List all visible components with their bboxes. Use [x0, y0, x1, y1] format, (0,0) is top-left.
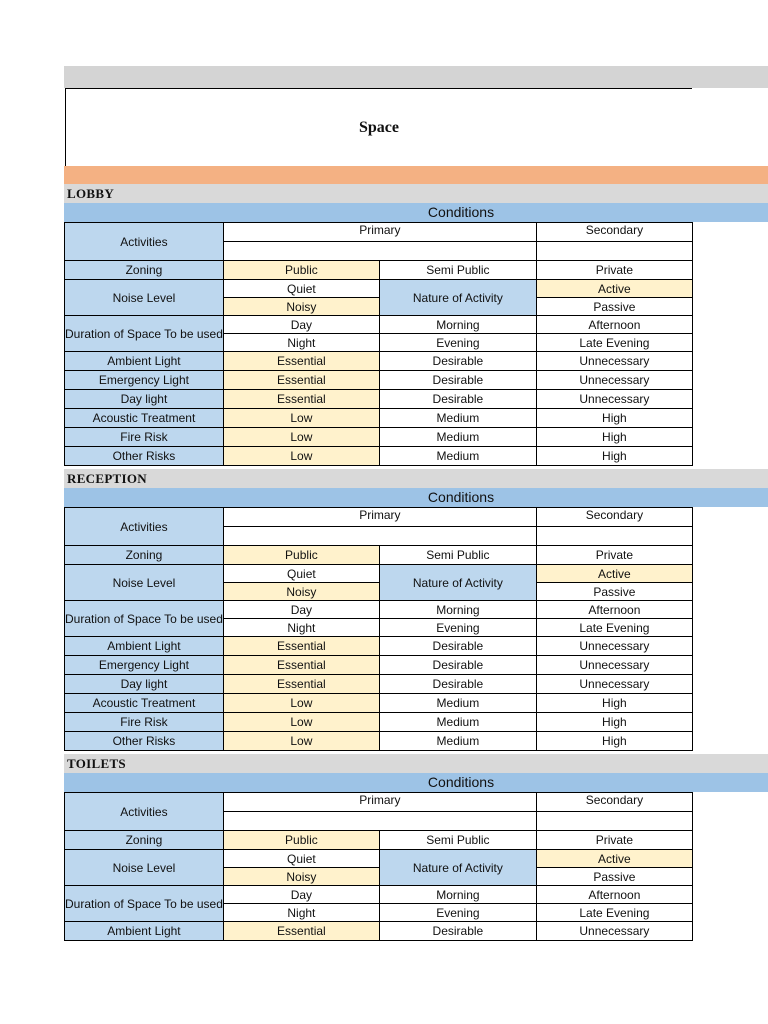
- table-cell: Morning: [379, 601, 536, 619]
- reception-table: [64, 507, 693, 751]
- conditions-bar: Conditions: [64, 488, 768, 507]
- activities-primary-cell: [223, 242, 536, 261]
- table-cell: Morning: [379, 316, 536, 334]
- row-label-duration: Duration of Space To be used: [65, 601, 224, 637]
- table-cell: Desirable: [379, 371, 536, 390]
- table-cell: Afternoon: [536, 316, 692, 334]
- top-gray-bar: [64, 66, 768, 88]
- row-label-day-light: Day light: [65, 390, 224, 409]
- row-label-activities: Activities: [65, 793, 224, 831]
- page-title: Space: [359, 119, 399, 136]
- table-cell: Essential: [223, 352, 379, 371]
- table-cell: Medium: [379, 428, 536, 447]
- table-cell: Public: [223, 546, 379, 565]
- table-cell: Medium: [379, 713, 536, 732]
- table-cell: Essential: [223, 371, 379, 390]
- row-label-ambient-light: Ambient Light: [65, 637, 224, 656]
- table-cell: Late Evening: [536, 334, 692, 352]
- table-cell: Passive: [536, 583, 692, 601]
- table-cell: Quiet: [223, 850, 379, 868]
- conditions-bar: Conditions: [64, 773, 768, 792]
- table-cell: Late Evening: [536, 619, 692, 637]
- row-label-acoustic-treatment: Acoustic Treatment: [65, 409, 224, 428]
- table-cell: High: [536, 732, 692, 751]
- nature-of-activity-label: Nature of Activity: [379, 565, 536, 601]
- primary-header: Primary: [223, 793, 536, 812]
- table-cell: Unnecessary: [536, 637, 692, 656]
- table-cell: Afternoon: [536, 601, 692, 619]
- row-label-zoning: Zoning: [65, 831, 224, 850]
- row-label-duration: Duration of Space To be used: [65, 316, 224, 352]
- primary-header: Primary: [223, 223, 536, 242]
- table-cell: Day: [223, 316, 379, 334]
- table-cell: Unnecessary: [536, 371, 692, 390]
- title-box: [65, 88, 692, 167]
- table-cell: Desirable: [379, 656, 536, 675]
- toilets-table: [64, 792, 693, 941]
- row-label-zoning: Zoning: [65, 261, 224, 280]
- table-cell: Day: [223, 886, 379, 904]
- table-cell: Passive: [536, 868, 692, 886]
- table-cell: Day: [223, 601, 379, 619]
- section-header-lobby: LOBBY: [64, 184, 768, 203]
- table-cell: Unnecessary: [536, 922, 692, 941]
- table-cell: Low: [223, 447, 379, 466]
- table-cell: Low: [223, 409, 379, 428]
- table-cell: High: [536, 713, 692, 732]
- table-cell: Evening: [379, 904, 536, 922]
- row-label-other-risks: Other Risks: [65, 447, 224, 466]
- table-cell: Evening: [379, 334, 536, 352]
- table-cell: Desirable: [379, 922, 536, 941]
- row-label-acoustic-treatment: Acoustic Treatment: [65, 694, 224, 713]
- table-cell: Noisy: [223, 868, 379, 886]
- table-cell: Semi Public: [379, 546, 536, 565]
- table-cell: High: [536, 409, 692, 428]
- row-label-emergency-light: Emergency Light: [65, 371, 224, 390]
- nature-of-activity-label: Nature of Activity: [379, 280, 536, 316]
- table-cell: Quiet: [223, 565, 379, 583]
- section-header-toilets: TOILETS: [64, 754, 768, 773]
- table-cell: Essential: [223, 390, 379, 409]
- table-cell: High: [536, 447, 692, 466]
- row-label-noise: Noise Level: [65, 850, 224, 886]
- table-cell: Medium: [379, 409, 536, 428]
- table-cell: Passive: [536, 298, 692, 316]
- table-cell: Essential: [223, 922, 379, 941]
- table-cell: Late Evening: [536, 904, 692, 922]
- table-cell: Night: [223, 619, 379, 637]
- row-label-fire-risk: Fire Risk: [65, 428, 224, 447]
- table-cell: Private: [536, 261, 692, 280]
- row-label-duration: Duration of Space To be used: [65, 886, 224, 922]
- table-cell: Noisy: [223, 583, 379, 601]
- table-cell: Unnecessary: [536, 656, 692, 675]
- table-cell: Low: [223, 713, 379, 732]
- primary-header: Primary: [223, 508, 536, 527]
- row-label-noise: Noise Level: [65, 280, 224, 316]
- table-cell: Private: [536, 546, 692, 565]
- activities-primary-cell: [223, 527, 536, 546]
- section-header-reception: RECEPTION: [64, 469, 768, 488]
- row-label-fire-risk: Fire Risk: [65, 713, 224, 732]
- table-cell: Essential: [223, 637, 379, 656]
- table-cell: Desirable: [379, 675, 536, 694]
- row-label-activities: Activities: [65, 508, 224, 546]
- secondary-header: Secondary: [536, 508, 692, 527]
- table-cell: High: [536, 694, 692, 713]
- table-cell: Night: [223, 334, 379, 352]
- secondary-header: Secondary: [536, 793, 692, 812]
- table-cell: Semi Public: [379, 831, 536, 850]
- lobby-table: [64, 222, 693, 466]
- table-cell: Low: [223, 694, 379, 713]
- table-cell: Active: [536, 280, 692, 298]
- table-cell: Essential: [223, 656, 379, 675]
- row-label-zoning: Zoning: [65, 546, 224, 565]
- secondary-header: Secondary: [536, 223, 692, 242]
- table-cell: Unnecessary: [536, 352, 692, 371]
- activities-secondary-cell: [536, 242, 692, 261]
- table-cell: Medium: [379, 447, 536, 466]
- table-cell: Medium: [379, 694, 536, 713]
- table-cell: High: [536, 428, 692, 447]
- row-label-ambient-light: Ambient Light: [65, 352, 224, 371]
- table-cell: Medium: [379, 732, 536, 751]
- table-cell: Private: [536, 831, 692, 850]
- conditions-bar: Conditions: [64, 203, 768, 222]
- row-label-emergency-light: Emergency Light: [65, 656, 224, 675]
- table-cell: Essential: [223, 675, 379, 694]
- table-cell: Afternoon: [536, 886, 692, 904]
- table-cell: Unnecessary: [536, 390, 692, 409]
- table-cell: Public: [223, 261, 379, 280]
- activities-secondary-cell: [536, 527, 692, 546]
- table-cell: Low: [223, 428, 379, 447]
- table-cell: Active: [536, 565, 692, 583]
- orange-divider: [64, 166, 768, 184]
- table-cell: Desirable: [379, 390, 536, 409]
- nature-of-activity-label: Nature of Activity: [379, 850, 536, 886]
- table-cell: Noisy: [223, 298, 379, 316]
- row-label-activities: Activities: [65, 223, 224, 261]
- table-cell: Semi Public: [379, 261, 536, 280]
- table-cell: Desirable: [379, 637, 536, 656]
- table-cell: Public: [223, 831, 379, 850]
- table-cell: Desirable: [379, 352, 536, 371]
- row-label-day-light: Day light: [65, 675, 224, 694]
- table-cell: Evening: [379, 619, 536, 637]
- table-cell: Night: [223, 904, 379, 922]
- row-label-noise: Noise Level: [65, 565, 224, 601]
- table-cell: Unnecessary: [536, 675, 692, 694]
- row-label-ambient-light: Ambient Light: [65, 922, 224, 941]
- table-cell: Quiet: [223, 280, 379, 298]
- activities-secondary-cell: [536, 812, 692, 831]
- table-cell: Low: [223, 732, 379, 751]
- table-cell: Active: [536, 850, 692, 868]
- row-label-other-risks: Other Risks: [65, 732, 224, 751]
- activities-primary-cell: [223, 812, 536, 831]
- table-cell: Morning: [379, 886, 536, 904]
